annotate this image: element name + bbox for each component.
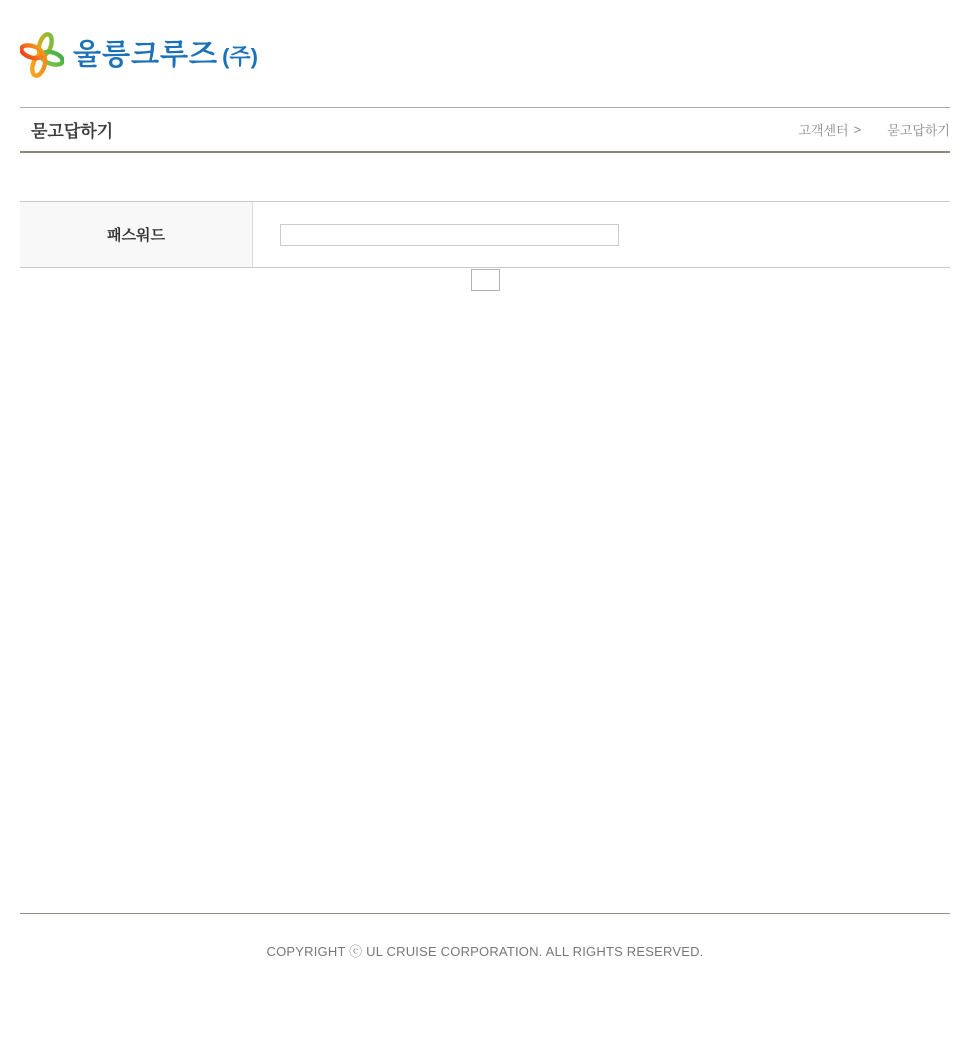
copyright-text: COPYRIGHT ⓒ UL CRUISE CORPORATION. ALL RIGHTS RESERVED.: [266, 944, 704, 959]
page-container: [20, 0, 950, 1040]
password-label: 패스워드: [20, 202, 253, 267]
submit-row: [20, 269, 950, 295]
password-cell: [253, 202, 950, 267]
password-form-table: [20, 201, 950, 268]
breadcrumb: [798, 120, 950, 139]
pinwheel-flower-icon: [20, 30, 64, 80]
breadcrumb-parent[interactable]: 고객센터: [798, 123, 849, 138]
header: [20, 0, 950, 80]
confirm-button[interactable]: [471, 269, 500, 291]
breadcrumb-separator: >: [853, 122, 862, 137]
brand-name: 울릉크루즈: [73, 39, 219, 71]
title-bar: [20, 107, 950, 153]
password-input[interactable]: [280, 224, 619, 246]
footer: [20, 913, 950, 1040]
brand-suffix: (주): [222, 43, 258, 69]
logo-link[interactable]: [20, 30, 258, 80]
page-title: 묻고답하기: [31, 122, 114, 141]
breadcrumb-current[interactable]: 묻고답하기: [887, 123, 950, 138]
